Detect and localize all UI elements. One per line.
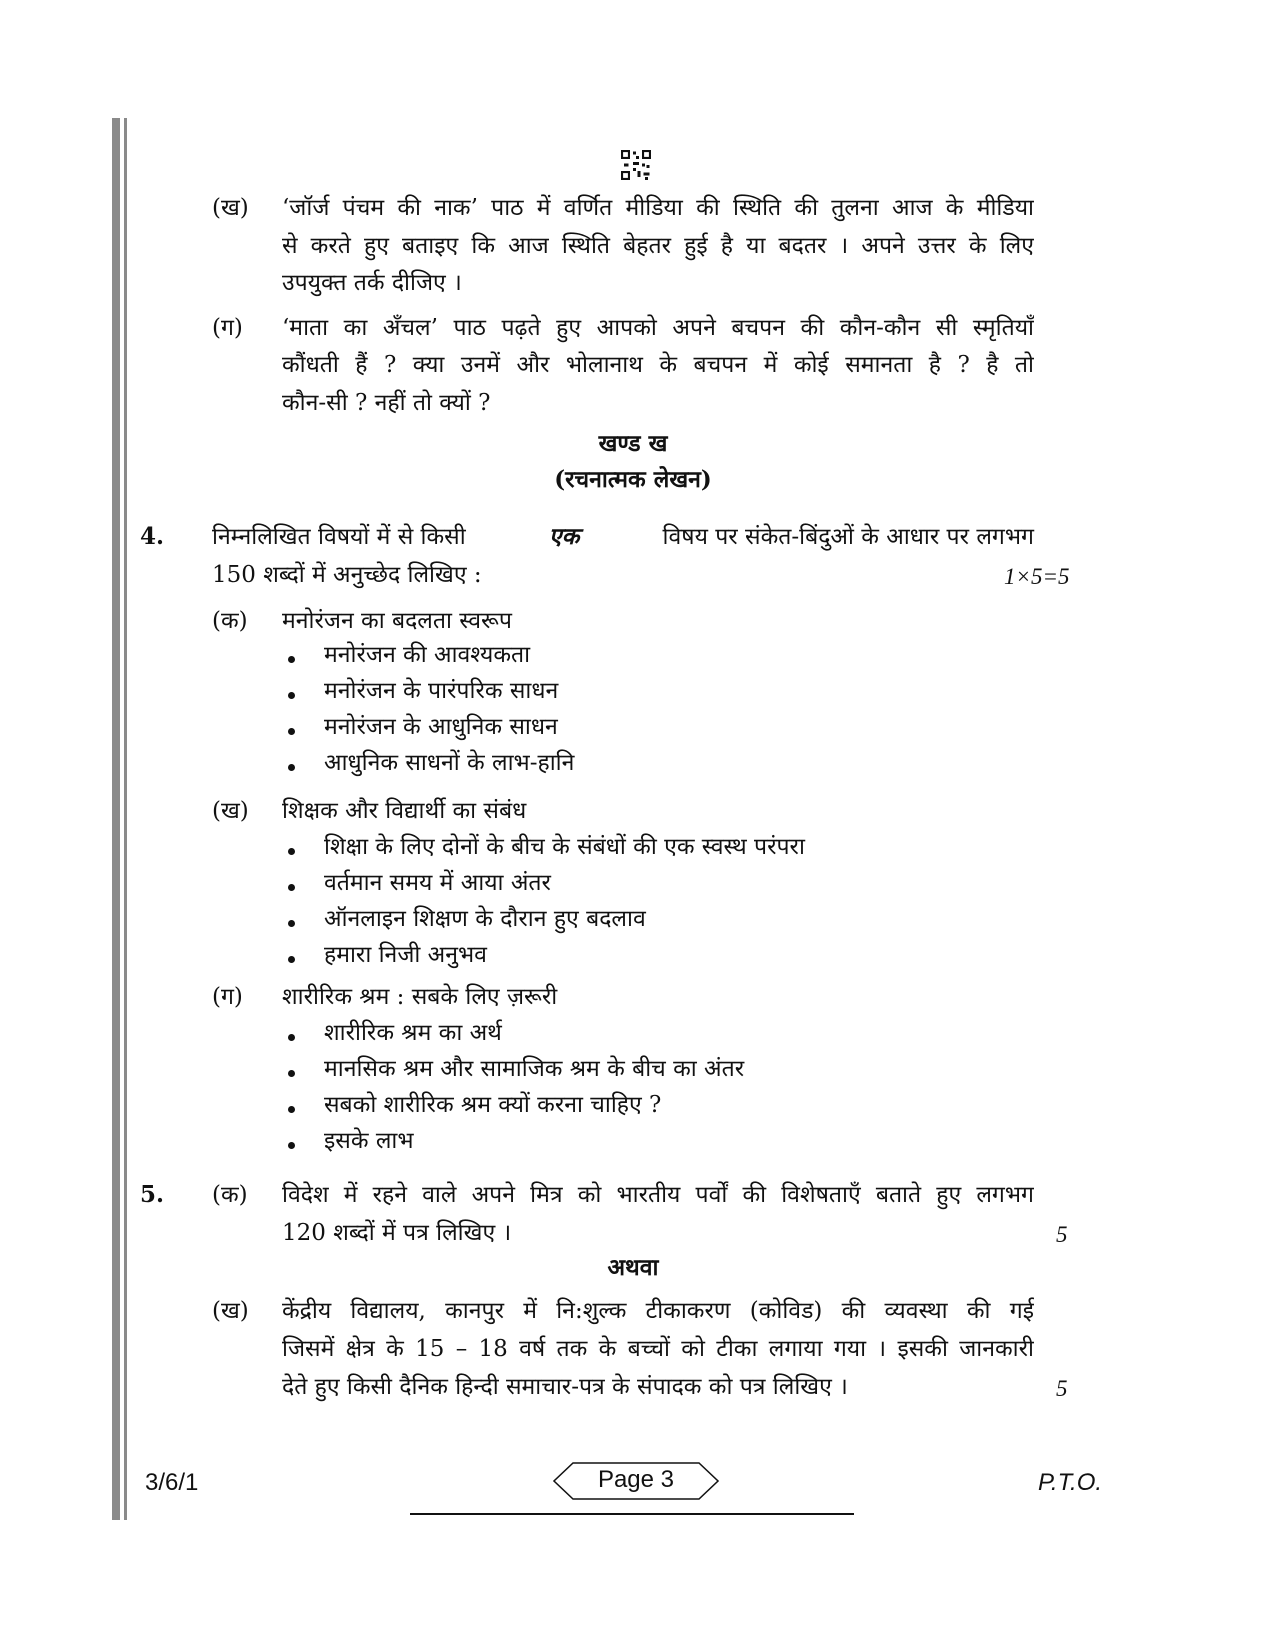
bullet-icon <box>288 1142 295 1149</box>
q5-ka-marks: 5 <box>1056 1222 1068 1247</box>
q4-option-ka-point-2: मनोरंजन के पारंपरिक साधन <box>324 678 559 704</box>
q4-option-ga-label: (ग) <box>212 984 243 1010</box>
bullet-icon <box>288 692 295 699</box>
bullet-icon <box>288 1034 295 1041</box>
section-subtitle: (रचनात्मक लेखन) <box>554 466 712 493</box>
q5-ka-line-2: 120 शब्दों में पत्र लिखिए । <box>282 1220 512 1246</box>
q4-prompt-line-2: 150 शब्दों में अनुच्छेद लिखिए : <box>212 562 482 588</box>
bullet-icon <box>288 920 295 927</box>
question-number-5: 5. <box>140 1181 165 1208</box>
q4-prompt-part-c: विषय पर संकेत-बिंदुओं के आधार पर लगभग <box>662 524 1034 550</box>
section-title: खण्ड ख <box>598 430 668 457</box>
q4-marks: 1×5=5 <box>1004 564 1070 589</box>
q4-option-kh-title: शिक्षक और विद्यार्थी का संबंध <box>282 798 527 824</box>
pto-label: P.T.O. <box>1038 1469 1103 1496</box>
q3-kh-line-2: से करते हुए बताइए कि आज स्थिति बेहतर हुई है या बदतर । अपने उत्तर के लिए <box>282 233 1034 259</box>
q4-option-kh-point-1: शिक्षा के लिए दोनों के बीच के संबंधों की एक स्वस्थ परंपरा <box>324 834 805 860</box>
q4-option-ka-point-3: मनोरंजन के आधुनिक साधन <box>324 714 558 740</box>
margin-bar-thin <box>124 118 127 1520</box>
paper-code: 3/6/1 <box>145 1469 199 1496</box>
q3-kh-line-1: ‘जॉर्ज पंचम की नाक’ पाठ में वर्णित मीडिया की स्थिति की तुलना आज के मीडिया <box>282 195 1034 221</box>
q3-kh-label: (ख) <box>212 195 249 221</box>
q4-option-kh-label: (ख) <box>212 798 249 824</box>
q4-option-ga-point-1: शारीरिक श्रम का अर्थ <box>324 1020 502 1046</box>
q5-kh-line-1: केंद्रीय विद्यालय, कानपुर में नि:शुल्क टीकाकरण (कोविड) की व्यवस्था की गई <box>282 1298 1034 1324</box>
qr-code-icon <box>621 150 651 180</box>
q4-option-kh-point-3: ऑनलाइन शिक्षण के दौरान हुए बदलाव <box>324 906 646 932</box>
bullet-icon <box>288 884 295 891</box>
q5-kh-marks: 5 <box>1056 1376 1068 1401</box>
q4-option-ka-point-4: आधुनिक साधनों के लाभ-हानि <box>324 750 575 776</box>
q3-ga-line-1: ‘माता का अँचल’ पाठ पढ़ते हुए आपको अपने बचपन की कौन-कौन सी स्मृतियाँ <box>282 315 1034 341</box>
q4-option-ka-label: (क) <box>212 608 248 634</box>
bullet-icon <box>288 848 295 855</box>
q4-prompt-part-a: निम्नलिखित विषयों में से किसी <box>212 524 466 550</box>
q4-option-ga-point-2: मानसिक श्रम और सामाजिक श्रम के बीच का अंतर <box>324 1056 745 1082</box>
q4-prompt-line-1 <box>212 518 1034 556</box>
bullet-icon <box>288 656 295 663</box>
q3-ga-line-3: कौन-सी ? नहीं तो क्यों ? <box>282 390 491 416</box>
bullet-icon <box>288 728 295 735</box>
margin-bar-thick <box>112 118 120 1520</box>
q3-ga-line-2: कौंधती हैं ? क्या उनमें और भोलानाथ के बचपन में कोई समानता है ? है तो <box>282 352 1034 378</box>
q5-ka-label: (क) <box>212 1182 248 1208</box>
q4-option-ka-title: मनोरंजन का बदलता स्वरूप <box>282 608 512 634</box>
q3-ga-label: (ग) <box>212 315 243 341</box>
bullet-icon <box>288 1070 295 1077</box>
bullet-icon <box>288 764 295 771</box>
q4-option-ka-point-1: मनोरंजन की आवश्यकता <box>324 642 531 668</box>
q5-ka-line-1: विदेश में रहने वाले अपने मित्र को भारतीय पर्वों की विशेषताएँ बताते हुए लगभग <box>282 1182 1034 1208</box>
or-separator: अथवा <box>607 1254 659 1281</box>
bullet-icon <box>288 1106 295 1113</box>
q4-option-kh-point-4: हमारा निजी अनुभव <box>324 942 487 968</box>
bullet-icon <box>288 956 295 963</box>
q4-option-ga-point-4: इसके लाभ <box>324 1128 414 1154</box>
page-number: Page 3 <box>597 1466 675 1493</box>
q4-option-kh-point-2: वर्तमान समय में आया अंतर <box>324 870 551 896</box>
q5-kh-line-3: देते हुए किसी दैनिक हिन्दी समाचार-पत्र के संपादक को पत्र लिखिए । <box>282 1374 848 1400</box>
q5-kh-label: (ख) <box>212 1298 249 1324</box>
q4-option-ga-point-3: सबको शारीरिक श्रम क्यों करना चाहिए ? <box>324 1092 662 1118</box>
footer-rule <box>410 1513 854 1515</box>
q4-option-ga-title: शारीरिक श्रम : सबके लिए ज़रूरी <box>282 984 558 1010</box>
q3-kh-line-3: उपयुक्त तर्क दीजिए । <box>282 270 462 296</box>
q5-kh-line-2: जिसमें क्षेत्र के 15 – 18 वर्ष तक के बच्चों को टीका लगाया गया । इसकी जानकारी <box>282 1336 1034 1362</box>
q4-prompt-emphasis: एक <box>548 523 580 550</box>
question-number-4: 4. <box>140 523 165 550</box>
